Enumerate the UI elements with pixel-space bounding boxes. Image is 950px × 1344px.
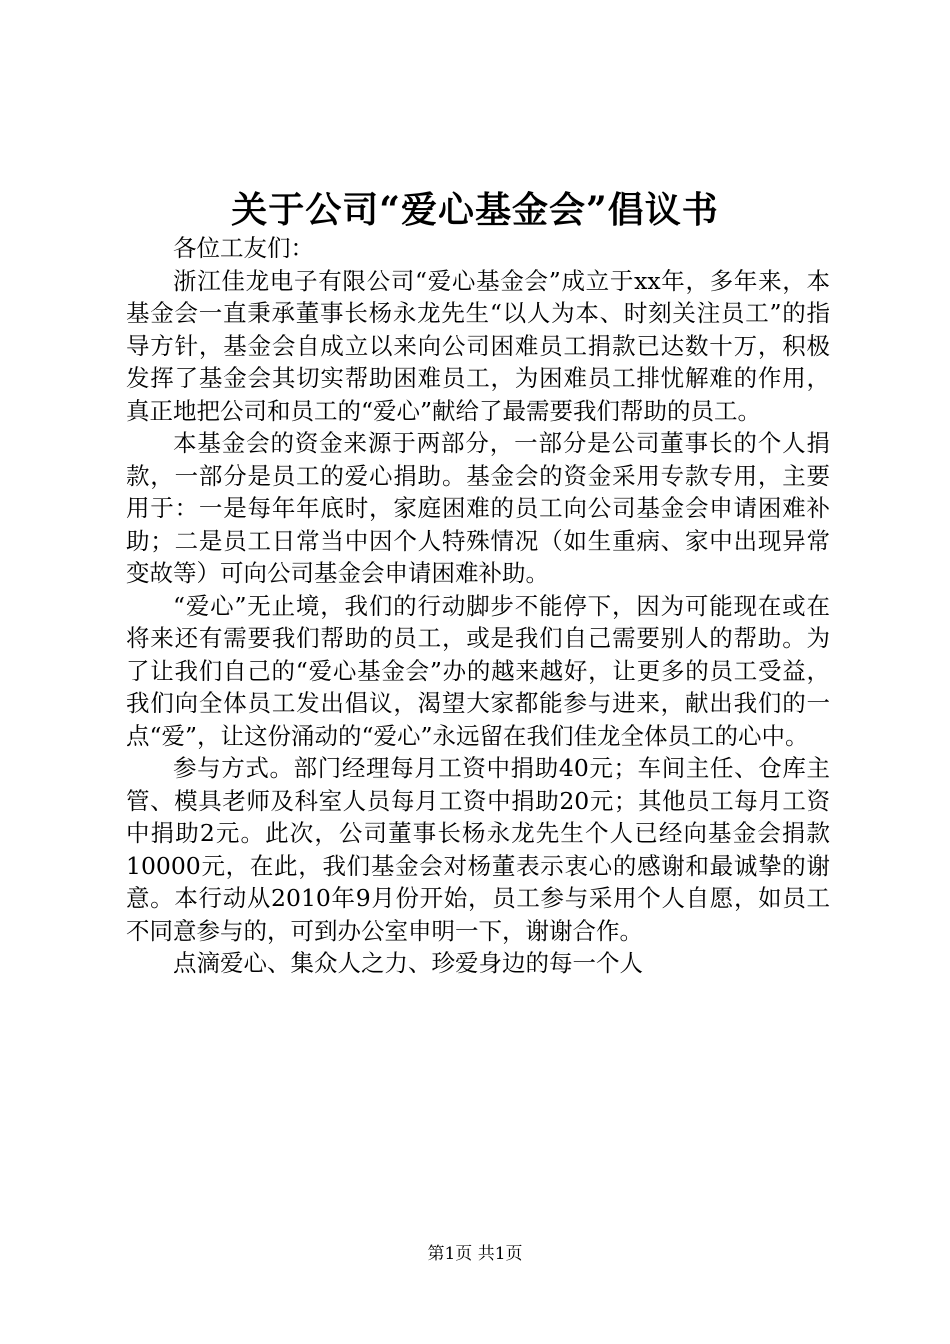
- page-footer: 第1页 共1页: [427, 1244, 523, 1264]
- closing-slogan: 点滴爱心、集众人之力、珍爱身边的每一个人: [173, 949, 643, 977]
- salutation: 各位工友们：: [173, 234, 314, 262]
- paragraph-funding: 本基金会的资金来源于两部分，一部分是公司董事长的个人捐款，一部分是员工的爱心捐助。基金会的资金采用专款专用，主要用于：一是每年年底时，家庭困难的员工向公司基金会申请困难补助；二是员工日常当中因个人特殊情况（如生重病、家中出现异常变故等）可向公司基金会申请困难补助。: [126, 429, 830, 587]
- document-body: [126, 232, 830, 980]
- paragraph-appeal: “爱心”无止境，我们的行动脚步不能停下，因为可能现在或在将来还有需要我们帮助的员工，或是我们自己需要别人的帮助。为了让我们自己的“爱心基金会”办的越来越好，让更多的员工受益，我们向全体员工发出倡议，渴望大家都能参与进来，献出我们的一点“爱”，让这份涌动的“爱心”永远留在我们佳龙全体员工的心中。: [126, 591, 830, 750]
- paragraph-participation: 参与方式。部门经理每月工资中捐助40元；车间主任、仓库主管、模具老师及科室人员每月工资中捐助20元；其他员工每月工资中捐助2元。此次，公司董事长杨永龙先生个人已经向基金会捐款10000元，在此，我们基金会对杨董表示衷心的感谢和最诚挚的谢意。本行动从2010年9月份开始，员工参与采用个人自愿，如员工不同意参与的，可到办公室申明一下，谢谢合作。: [126, 754, 830, 945]
- document-title: 关于公司“爱心基金会”倡议书: [231, 189, 719, 231]
- paragraph-founding: 浙江佳龙电子有限公司“爱心基金会”成立于xx年，多年来，本基金会一直秉承董事长杨永龙先生“以人为本、时刻关注员工”的指导方针，基金会自成立以来向公司困难员工捐款已达数十万，积极发挥了基金会其切实帮助困难员工，为困难员工排忧解难的作用，真正地把公司和员工的“爱心”献给了最需要我们帮助的员工。: [126, 266, 830, 425]
